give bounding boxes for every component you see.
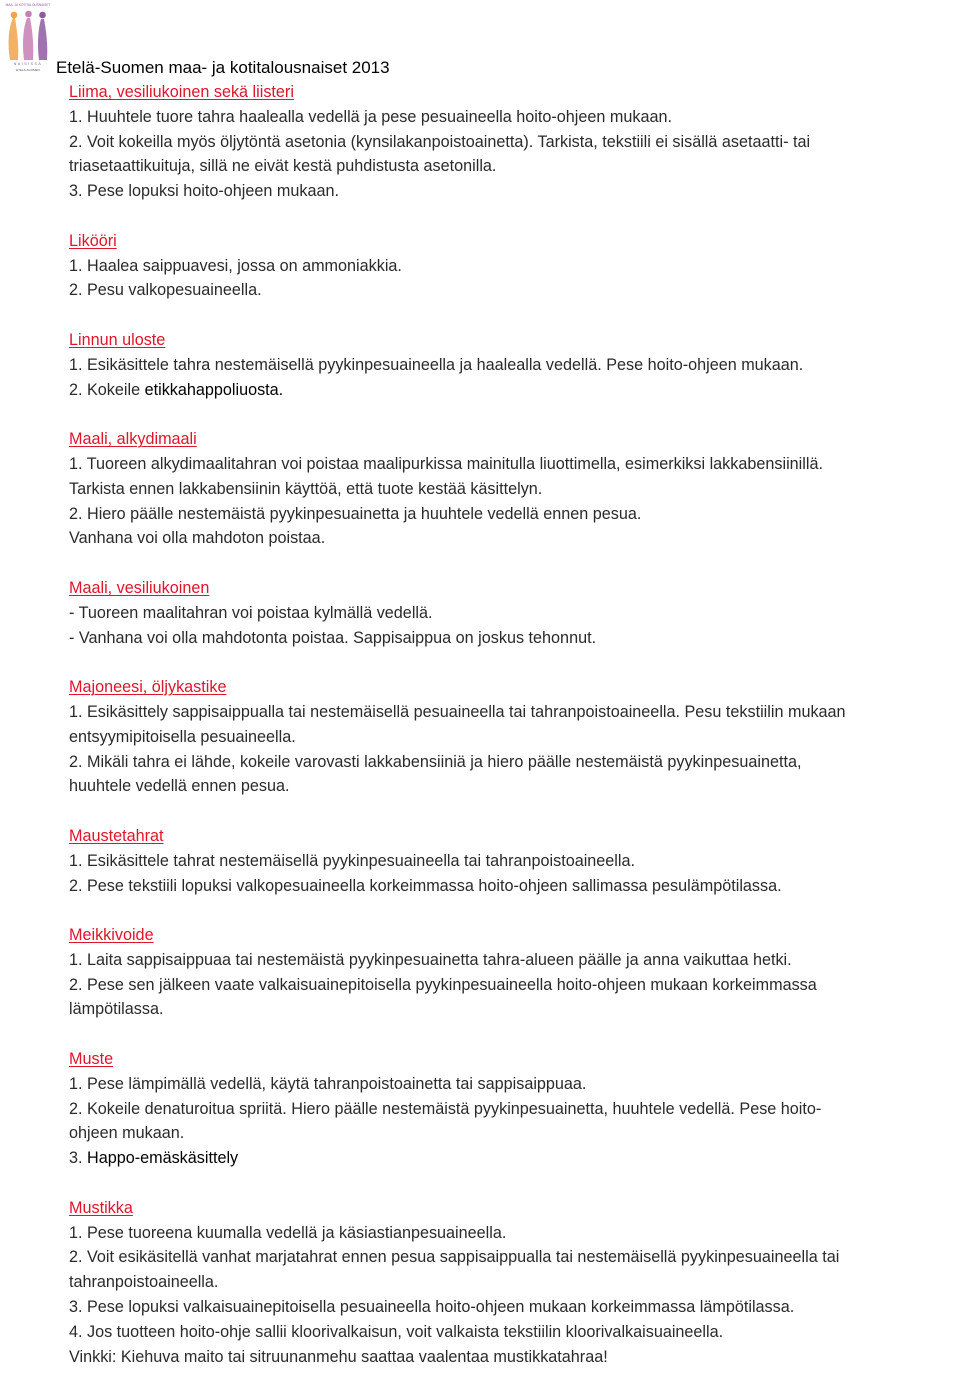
section bbox=[69, 675, 959, 799]
section-heading: Liima, vesiliukoinen sekä liisteri bbox=[69, 83, 294, 101]
instruction-highlight: etikkahappoliuosta. bbox=[144, 380, 284, 399]
instruction-prefix: 3. bbox=[69, 1149, 87, 1168]
instruction-line: triasetaattikuituja, sillä ne eivät kestä puhdistusta asetonilla. bbox=[69, 157, 497, 176]
instruction-line: Vinkki: Kiehuva maito tai sitruunanmehu saattaa vaalentaa mustikkatahraa! bbox=[69, 1347, 608, 1366]
instruction-line: - Tuoreen maalitahran voi poistaa kylmällä vedellä. bbox=[69, 603, 433, 622]
section-heading: Likööri bbox=[69, 231, 117, 250]
section bbox=[69, 80, 959, 204]
instruction-line: 2. Hiero päälle nestemäistä pyykinpesuainetta ja huuhtele vedellä ennen pesua. bbox=[69, 504, 642, 523]
instruction-line: 1. Esikäsittely sappisaippualla tai nestemäisellä pesuaineella tai tahranpoistoaineella. Pesu tekstiilin mukaan bbox=[69, 702, 846, 721]
section-heading: Maali, alkydimaali bbox=[69, 430, 197, 449]
instruction-line: 2. Pesu valkopesuaineella. bbox=[69, 281, 262, 300]
instruction-line: 2. Pese tekstiili lopuksi valkopesuaineella korkeimmassa hoito-ohjeen sallimassa pesulämpötilassa. bbox=[69, 876, 782, 895]
instruction-line: 2. Voit esikäsitellä vanhat marjatahrat ennen pesua sappisaippualla tai nestemäisellä pyykinpesuaineella tai bbox=[69, 1248, 840, 1267]
instruction-line: 1. Pese lämpimällä vedellä, käytä tahranpoistoainetta tai sappisaippuaa. bbox=[69, 1074, 587, 1093]
section bbox=[69, 328, 959, 402]
section-heading: Maali, vesiliukoinen bbox=[69, 578, 210, 597]
logo-side-text: NAISISSA bbox=[13, 62, 43, 66]
section bbox=[69, 427, 959, 551]
page-title: Etelä-Suomen maa- ja kotitalousnaiset 2013 bbox=[56, 58, 390, 77]
section-heading: Maustetahrat bbox=[69, 826, 164, 845]
instruction-line: 1. Esikäsittele tahrat nestemäisellä pyykinpesuaineella tai tahranpoistoaineella. bbox=[69, 851, 636, 870]
instruction-line: ohjeen mukaan. bbox=[69, 1124, 185, 1143]
instruction-line: huuhtele vedellä ennen pesua. bbox=[69, 777, 290, 796]
instruction-line: 3. Pese lopuksi hoito-ohjeen mukaan. bbox=[69, 182, 339, 201]
instruction-highlight: Happo-emäskäsittely bbox=[87, 1149, 239, 1168]
section bbox=[69, 1196, 959, 1370]
section bbox=[69, 1047, 959, 1171]
instruction-line: lämpötilassa. bbox=[69, 1000, 164, 1019]
section-heading: Muste bbox=[69, 1050, 114, 1069]
instruction-line: 2. Pese sen jälkeen vaate valkaisuainepitoisella pyykinpesuaineella hoito-ohjeen mukaan korkeimmassa bbox=[69, 975, 817, 994]
logo-graphic bbox=[3, 2, 53, 76]
logo-top-text: MAA- JA KOTITALOUSNAISET bbox=[5, 3, 51, 7]
instruction-line: 1. Huuhtele tuore tahra haalealla vedellä ja pese pesuaineella hoito-ohjeen mukaan. bbox=[69, 107, 672, 126]
instruction-line: 1. Tuoreen alkydimaalitahran voi poistaa maalipurkissa mainitulla liuottimella, esimerkiksi lakkabensiinillä. bbox=[69, 454, 823, 473]
logo-bottom-text: ETELÄ-SUOMEN bbox=[16, 68, 40, 72]
logo bbox=[3, 2, 53, 76]
instruction-line: 1. Laita sappisaippuaa tai nestemäistä pyykinpesuainetta tahra-alueen päälle ja anna vaikuttaa hetki. bbox=[69, 950, 792, 969]
instruction-line: 2. Mikäli tahra ei lähde, kokeile varovasti lakkabensiiniä ja hiero päälle nestemäistä pyykinpesuainetta, bbox=[69, 752, 802, 771]
section-heading: Majoneesi, öljykastike bbox=[69, 678, 227, 697]
instruction-line: 2. Kokeile denaturoitua spriitä. Hiero päälle nestemäistä pyykinpesuainetta, huuhtele vedellä. Pese hoito- bbox=[69, 1099, 822, 1118]
instruction-line: 3. Pese lopuksi valkaisuainepitoisella pesuaineella hoito-ohjeen mukaan korkeimmassa lämpötilassa. bbox=[69, 1298, 795, 1317]
instruction-line bbox=[69, 378, 959, 403]
section-heading: Mustikka bbox=[69, 1198, 133, 1217]
section bbox=[69, 824, 959, 898]
instruction-line: 1. Haalea saippuavesi, jossa on ammoniakkia. bbox=[69, 256, 402, 275]
document-body bbox=[69, 80, 959, 1394]
section bbox=[69, 229, 959, 303]
instruction-line: tahranpoistoaineella. bbox=[69, 1273, 219, 1292]
instruction-line: - Vanhana voi olla mahdotonta poistaa. Sappisaippua on joskus tehonnut. bbox=[69, 628, 597, 647]
instruction-line: 4. Jos tuotteen hoito-ohje sallii kloorivalkaisun, voit valkaista tekstiilin kloorivalkaisuaineella. bbox=[69, 1322, 724, 1341]
instruction-line: 2. Voit kokeilla myös öljytöntä asetonia (kynsilakanpoistoainetta). Tarkista, tekstiili ei sisällä asetaatti- tai bbox=[69, 132, 811, 151]
instruction-line: Tarkista ennen lakkabensiinin käyttöä, että tuote kestää käsittelyn. bbox=[69, 479, 543, 498]
section-heading: Meikkivoide bbox=[69, 926, 154, 945]
instruction-line: entsyymipitoisella pesuaineella. bbox=[69, 727, 296, 746]
section-heading: Linnun uloste bbox=[69, 330, 166, 349]
instruction-line: 1. Pese tuoreena kuumalla vedellä ja käsiastianpesuaineella. bbox=[69, 1223, 507, 1242]
instruction-line: Vanhana voi olla mahdoton poistaa. bbox=[69, 529, 326, 548]
instruction-line: 1. Esikäsittele tahra nestemäisellä pyykinpesuaineella ja haalealla vedellä. Pese hoito-ohjeen mukaan. bbox=[69, 355, 804, 374]
section bbox=[69, 576, 959, 650]
instruction-prefix: 2. Kokeile bbox=[69, 380, 145, 399]
instruction-line bbox=[69, 1146, 959, 1171]
section bbox=[69, 923, 959, 1022]
